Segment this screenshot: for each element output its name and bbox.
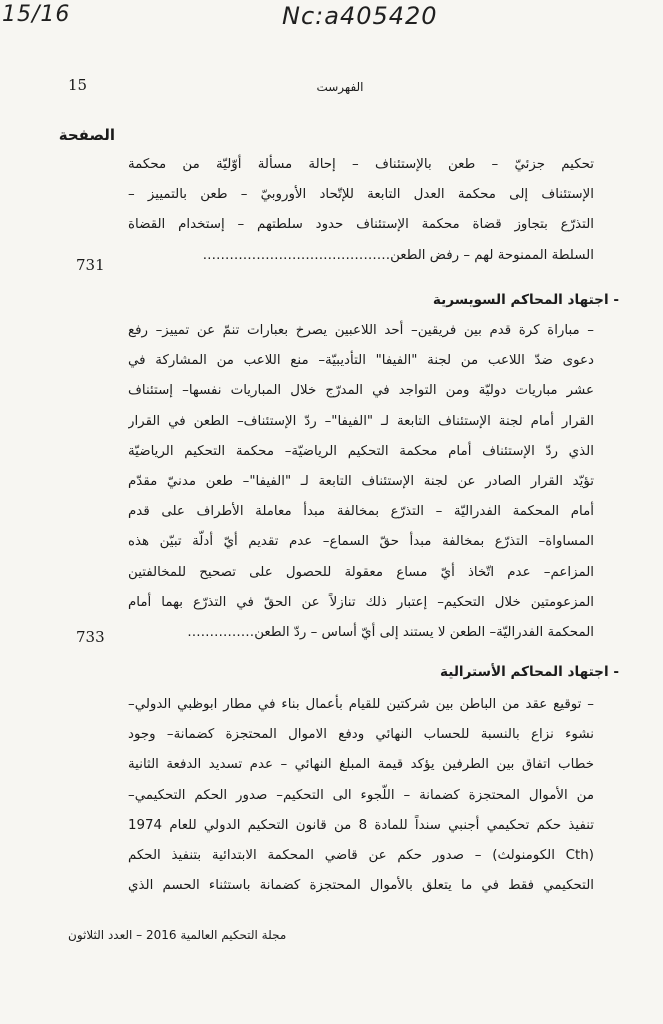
index-entry-1 xyxy=(128,150,594,271)
handwritten-note-right: Nc:a405420 xyxy=(282,2,438,30)
footer-journal-title: مجلة التحكيم العالمية 2016 – العدد الثلاثون xyxy=(68,928,287,942)
page-title: الفهرست xyxy=(316,80,364,94)
section-heading-swiss: - اجتهاد المحاكم السويسرية xyxy=(432,292,619,308)
entry-line: – مباراة كرة قدم بين فريقين– أحد اللاعبين يصرخ بعبارات تنمّ عن تمييز– رفع xyxy=(128,323,594,338)
entry-line: المزعومتين خلال التحكيم– إعتبار ذلك تنازلاً عن الحقّ في التذرّع بهما أمام xyxy=(128,594,594,610)
page-number: 15 xyxy=(68,76,88,94)
entry-line: المحكمة الفدراليّة– الطعن لا يستند إلى أيّ أساس – ردّ الطعن…………… xyxy=(187,624,594,640)
handwritten-note-left: 15/16 xyxy=(2,2,71,27)
entry-line: السلطة الممنوحة لهم – رفض الطعن…………………………………… xyxy=(202,247,594,263)
entry-line: الذي ردّ الإستئناف أمام محكمة التحكيم الرياضيّة– محكمة التحكيم الرياضيّة xyxy=(128,443,594,459)
index-entry-3 xyxy=(128,690,594,901)
entry-line: دعوى ضدّ اللاعب من لجنة "الفيفا" التأديبيّة– منع اللاعب من المشاركة في xyxy=(128,353,594,369)
entry-line: عشر مباريات دوليّة ومن التواجد في المدرّج خلال المباريات نفسها– إستئناف xyxy=(128,383,594,399)
entry-line: الإستئناف إلى محكمة العدل التابعة للإتّحاد الأوروبيّ – طعن بالتمييز – xyxy=(128,187,594,203)
section-heading-australian: - اجتهاد المحاكم الأسترالية xyxy=(440,664,619,680)
column-heading: الصفحة xyxy=(58,126,115,144)
entry-page-ref: 731 xyxy=(76,256,105,274)
entry-line: من الأموال المحتجزة كضمانة – اللّجوء الى التحكيم– صدور الحكم التحكيمي– xyxy=(128,787,594,803)
entry-line: التذرّع بتجاوز قضاة محكمة الإستئناف حدود سلطتهم – إستخدام القضاة xyxy=(128,217,594,233)
entry-line: خطاب اتفاق بين الطرفين يؤكد قيمة المبلغ النهائي – عدم تسديد الدفعة الثانية xyxy=(128,757,594,773)
entry-line: أمام المحكمة الفدراليّة – التذرّع بمخالفة مبدأ معاملة الأطراف على قدم xyxy=(128,504,594,520)
index-entry-2 xyxy=(128,316,594,648)
entry-line: تحكيم جزئيّ – طعن بالإستئناف – إحالة مسألة أوّليّة من محكمة xyxy=(128,157,594,172)
entry-line: المساواة– التذرّع بمخالفة مبدأ حقّ السماع– عدم تقديم أيّ أدلّة تبيّن هذه xyxy=(128,534,594,550)
entry-page-ref: 733 xyxy=(76,628,105,646)
entry-line: تؤيّد القرار الصادر عن لجنة الإستئناف التابعة لـ "الفيفا"– طعن مدنيّ مقدّم xyxy=(128,473,594,489)
entry-line: نشوء نزاع بالنسبة للحساب النهائي ودفع الاموال المحتجزة كضمانة– وجود xyxy=(128,727,594,743)
entry-line: المزاعم– عدم اتّخاذ أيّ مساع معقولة للحصول على تصحيح للمخالفتين xyxy=(128,564,594,580)
entry-line: التحكيمي فقط في ما يتعلق بالأموال المحتجزة كضمانة باستثناء الحسم الذي xyxy=(128,878,594,894)
entry-line: (Cth الكومنولث) – صدور حكم عن قاضي المحكمة الابتدائية بتنفيذ الحكم xyxy=(128,847,594,863)
entry-line: – توقيع عقد من الباطن بين شركتين للقيام بأعمال بناء في مطار ابوظبي الدولي– xyxy=(128,697,594,712)
entry-line: تنفيذ حكم تحكيمي أجنبي سنداً للمادة 8 من قانون التحكيم الدولي للعام 1974 xyxy=(128,817,594,833)
entry-line: القرار أمام لجنة الإستئناف التابعة لـ "الفيفا"– ردّ الإستئناف– الطعن في القرار xyxy=(128,413,594,429)
